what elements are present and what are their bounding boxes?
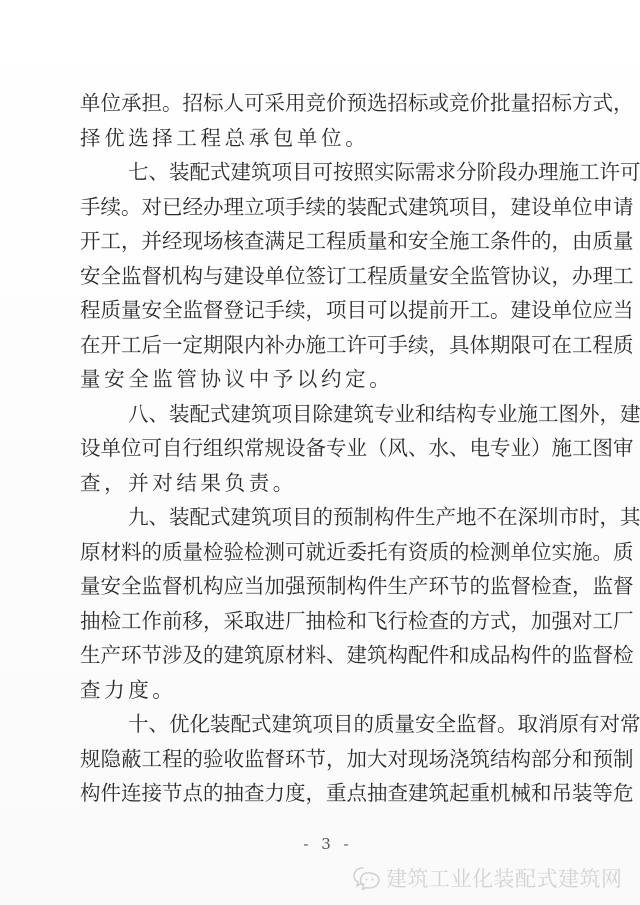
text-line: 查，并对结果负责。 xyxy=(80,470,297,495)
paragraph-10-start: 十、优化装配式建筑项目的质量安全监督。取消原有对常 xyxy=(128,712,640,736)
text-line: 程质量安全监督登记手续，项目可以提前开工。建设单位应当 xyxy=(80,298,634,322)
text-line: 量安全监管协议中予以约定。 xyxy=(80,367,394,391)
text-line: 设单位可自行组织常规设备专业（风、水、电专业）施工图审 xyxy=(80,436,634,460)
watermark-text: 建筑工业化装配式建筑网 xyxy=(386,867,623,891)
text-line: 择优选择工程总承包单位。 xyxy=(80,125,370,150)
watermark xyxy=(352,862,623,894)
text-line: 抽检工作前移，采取进厂抽检和飞行检查的方式，加强对工厂 xyxy=(80,608,634,633)
text-line: 手续。对已经办理立项手续的装配式建筑项目，建设单位申请 xyxy=(80,194,634,219)
text-line: 生产环节涉及的建筑原材料、建筑构配件和成品构件的监督检 xyxy=(80,643,634,667)
paragraph-9-start: 九、装配式建筑项目的预制构件生产地不在深圳市时，其 xyxy=(128,505,640,529)
text-line: 原材料的质量检验检测可就近委托有资质的检测单位实施。质 xyxy=(80,539,634,564)
text-line: 查力度。 xyxy=(80,677,177,702)
text-line: 规隐蔽工程的验收监督环节，加大对现场浇筑结构部分和预制 xyxy=(80,746,634,771)
page-number: - 3 - xyxy=(303,835,353,853)
document-body xyxy=(80,86,640,811)
paragraph-8-start: 八、装配式建筑项目除建筑专业和结构专业施工图外，建 xyxy=(128,401,640,426)
text-line: 开工，并经现场核查满足工程质量和安全施工条件的，由质量 xyxy=(80,229,634,253)
paragraph-7-start: 七、装配式建筑项目可按照实际需求分阶段办理施工许可 xyxy=(128,160,640,184)
text-line: 构件连接节点的抽查力度，重点抽查建筑起重机械和吊装等危 xyxy=(80,781,634,805)
text-line: 单位承担。招标人可采用竞价预选招标或竞价批量招标方式， xyxy=(80,91,634,115)
wechat-icon xyxy=(352,864,382,892)
text-line: 在开工后一定期限内补办施工许可手续，具体期限可在工程质 xyxy=(80,332,634,357)
text-line: 量安全监督机构应当加强预制构件生产环节的监督检查，监督 xyxy=(80,574,634,598)
text-line: 安全监督机构与建设单位签订工程质量安全监管协议，办理工 xyxy=(80,263,634,288)
